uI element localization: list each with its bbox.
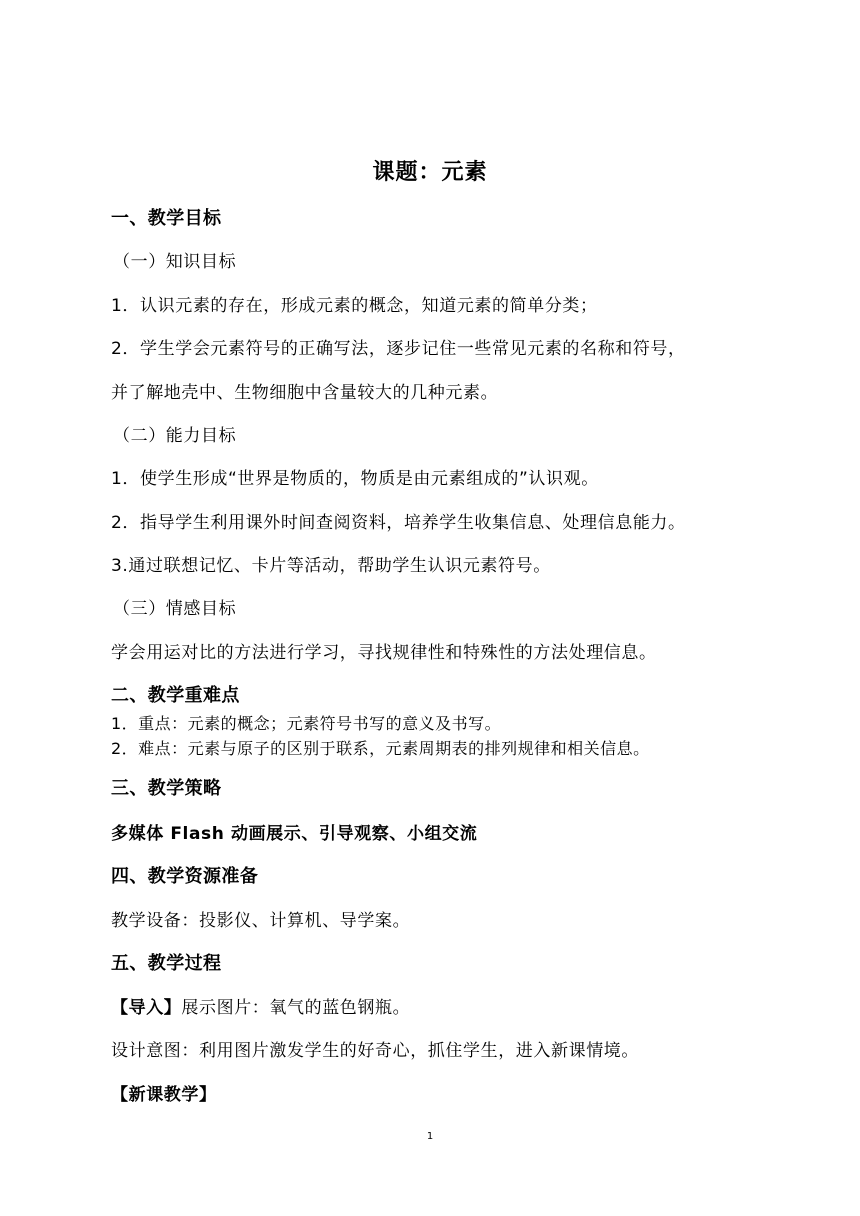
knowledge-goal-item-2-line-1: 2．学生学会元素符号的正确写法，逐步记住一些常见元素的名称和符号，	[111, 339, 686, 359]
section-heading-teaching-goals: 一、教学目标	[111, 208, 222, 229]
emotion-goal-item-1: 学会用运对比的方法进行学习，寻找规律性和特殊性的方法处理信息。	[111, 643, 657, 663]
new-lesson-label: 【新课教学】	[111, 1085, 217, 1105]
section-heading-teaching-process: 五、教学过程	[111, 953, 222, 974]
key-point-item: 1．重点：元素的概念；元素符号书写的意义及书写。	[111, 714, 502, 733]
page-title: 课题：元素	[372, 160, 488, 185]
intro-label: 【导入】	[111, 998, 182, 1018]
intro-text: 展示图片：氧气的蓝色钢瓶。	[181, 998, 411, 1018]
subheading-emotion-goals: （三）情感目标	[113, 599, 237, 619]
section-heading-key-difficult-points: 二、教学重难点	[111, 685, 240, 706]
page-number: 1	[426, 1131, 434, 1142]
section-heading-resources: 四、教学资源准备	[111, 866, 259, 887]
subheading-knowledge-goals: （一）知识目标	[113, 252, 237, 272]
difficult-point-item: 2．难点：元素与原子的区别于联系，元素周期表的排列规律和相关信息。	[111, 739, 650, 758]
design-intent-text: 设计意图：利用图片激发学生的好奇心，抓住学生，进入新课情境。	[111, 1041, 639, 1061]
intro-line	[111, 996, 410, 1020]
teaching-strategy-text: 多媒体 Flash 动画展示、引导观察、小组交流	[111, 824, 478, 844]
resources-text: 教学设备：投影仪、计算机、导学案。	[111, 911, 411, 931]
ability-goal-item-3: 3.通过联想记忆、卡片等活动，帮助学生认识元素符号。	[111, 556, 551, 576]
ability-goal-item-2: 2．指导学生利用课外时间查阅资料，培养学生收集信息、处理信息能力。	[111, 513, 686, 533]
ability-goal-item-1: 1．使学生形成“世界是物质的，物质是由元素组成的”认识观。	[111, 469, 599, 489]
knowledge-goal-item-1: 1．认识元素的存在，形成元素的概念，知道元素的简单分类；	[111, 296, 598, 316]
knowledge-goal-item-2-line-2: 并了解地壳中、生物细胞中含量较大的几种元素。	[111, 383, 499, 403]
section-heading-teaching-strategy: 三、教学策略	[111, 778, 222, 799]
subheading-ability-goals: （二）能力目标	[113, 426, 237, 446]
